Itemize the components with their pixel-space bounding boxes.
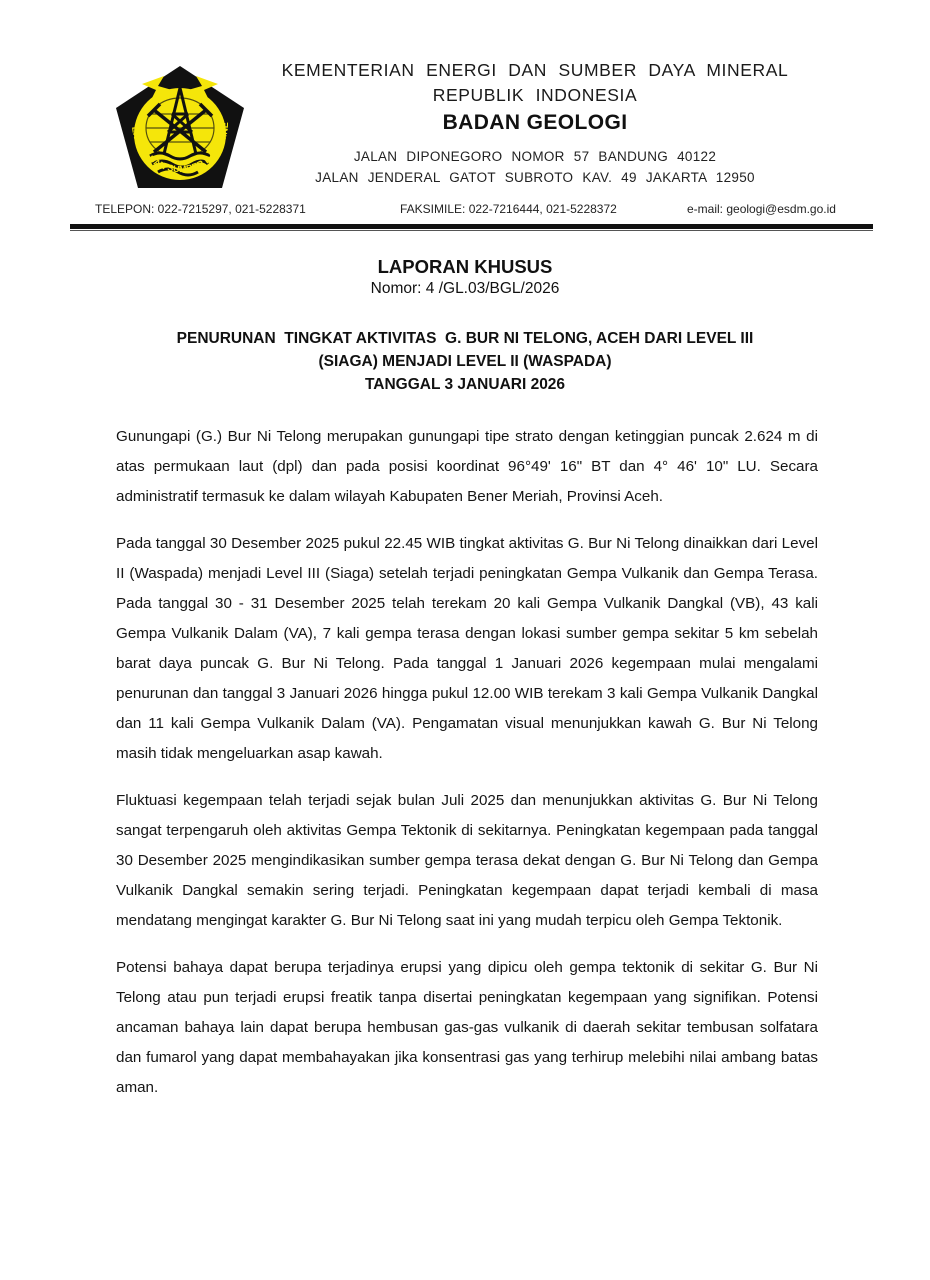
letterhead (250, 58, 820, 188)
subject-line-2: (SIAGA) MENJADI LEVEL II (WASPADA) (318, 353, 612, 370)
esdm-emblem-icon (112, 62, 248, 194)
email-address: e-mail: geologi@esdm.go.id (687, 202, 836, 216)
contact-line (95, 202, 855, 220)
letterhead-divider-thin (70, 230, 873, 231)
report-number: Nomor: 4 /GL.03/BGL/2026 (370, 280, 560, 297)
logo-ring-text: ENERGI DAN SUMBER DAYA MINE (130, 122, 231, 175)
letterhead-divider-thick (70, 224, 873, 229)
subject-line-1: PENURUNAN TINGKAT AKTIVITAS G. BUR NI TELONG, ACEH DARI LEVEL III (176, 330, 754, 347)
telephone-numbers: TELEPON: 022-7215297, 021-5228371 (95, 202, 306, 216)
report-type: LAPORAN KHUSUS (377, 256, 553, 277)
address-jakarta: JALAN JENDERAL GATOT SUBROTO KAV. 49 JAKARTA 12950 (315, 170, 755, 185)
report-heading (0, 255, 930, 299)
esdm-logo (112, 62, 248, 194)
paragraph-activity-history: Pada tanggal 30 Desember 2025 pukul 22.45 WIB tingkat aktivitas G. Bur Ni Telong dinaikkan dari Level II (Waspada) menjadi Level III (Siaga) setelah terjadi peningkatan Gempa Vulkanik dan Gempa Terasa. Pada tanggal 30 - 31 Desember 2025 telah terekam 20 kali Gempa Vulkanik Dangkal (VB), 43 kali Gempa Vulkanik Dalam (VA), 7 kali gempa terasa dengan lokasi sumber gempa sekitar 5 km sebelah barat daya puncak G. Bur Ni Telong. Pada tanggal 1 Januari 2026 kegempaan mulai mengalami penurunan dan tanggal 3 Januari 2026 hingga pukul 12.00 WIB terekam 3 kali Gempa Vulkanik Dangkal dan 11 kali Gempa Vulkanik Dalam (VA). Pengamatan visual menunjukkan kawah G. Bur Ni Telong masih tidak mengeluarkan asap kawah. (116, 535, 818, 762)
subject-line-3: TANGGAL 3 JANUARI 2026 (364, 376, 566, 393)
paragraph-seismic-fluctuation: Fluktuasi kegempaan telah terjadi sejak bulan Juli 2025 dan menunjukkan aktivitas G. Bur Ni Telong sangat terpengaruh oleh aktivitas Gempa Tektonik di sekitarnya. Peningkatan kegempaan pada tanggal 30 Desember 2025 mengindikasikan sumber gempa terasa dekat dengan G. Bur Ni Telong dan Gempa Vulkanik Dangkal semakin sering terjadi. Peningkatan kegempaan dapat terjadi kembali di masa mendatang mengingat karakter G. Bur Ni Telong saat ini yang mudah terpicu oleh Gempa Tektonik. (116, 792, 818, 929)
paragraph-hazard-potential: Potensi bahaya dapat berupa terjadinya erupsi yang dipicu oleh gempa tektonik di sekitar G. Bur Ni Telong atau pun terjadi erupsi freatik tanpa disertai peningkatan kegempaan yang signifikan. Potensi ancaman bahaya lain dapat berupa hembusan gas-gas vulkanik di daerah sekitar tembusan solfatara dan fumarol yang dapat membahayakan jika konsentrasi gas yang terhirup melebihi nilai ambang batas aman. (116, 959, 818, 1096)
fax-numbers: FAKSIMILE: 022-7216444, 021-5228372 (400, 202, 617, 216)
report-body (116, 422, 818, 1120)
paragraph-volcano-description: Gunungapi (G.) Bur Ni Telong merupakan gunungapi tipe strato dengan ketinggian puncak 2.624 m di atas permukaan laut (dpl) dan pada posisi koordinat 96°49' 16" BT dan 4° 46' 10" LU. Secara administratif termasuk ke dalam wilayah Kabupaten Bener Meriah, Provinsi Aceh. (116, 428, 818, 505)
agency-name: BADAN GEOLOGI (442, 111, 628, 134)
ministry-name: KEMENTERIAN ENERGI DAN SUMBER DAYA MINERAL (281, 60, 789, 80)
country-name: REPUBLIK INDONESIA (432, 85, 638, 105)
address-bandung: JALAN DIPONEGORO NOMOR 57 BANDUNG 40122 (353, 149, 717, 164)
report-subject (100, 327, 830, 396)
